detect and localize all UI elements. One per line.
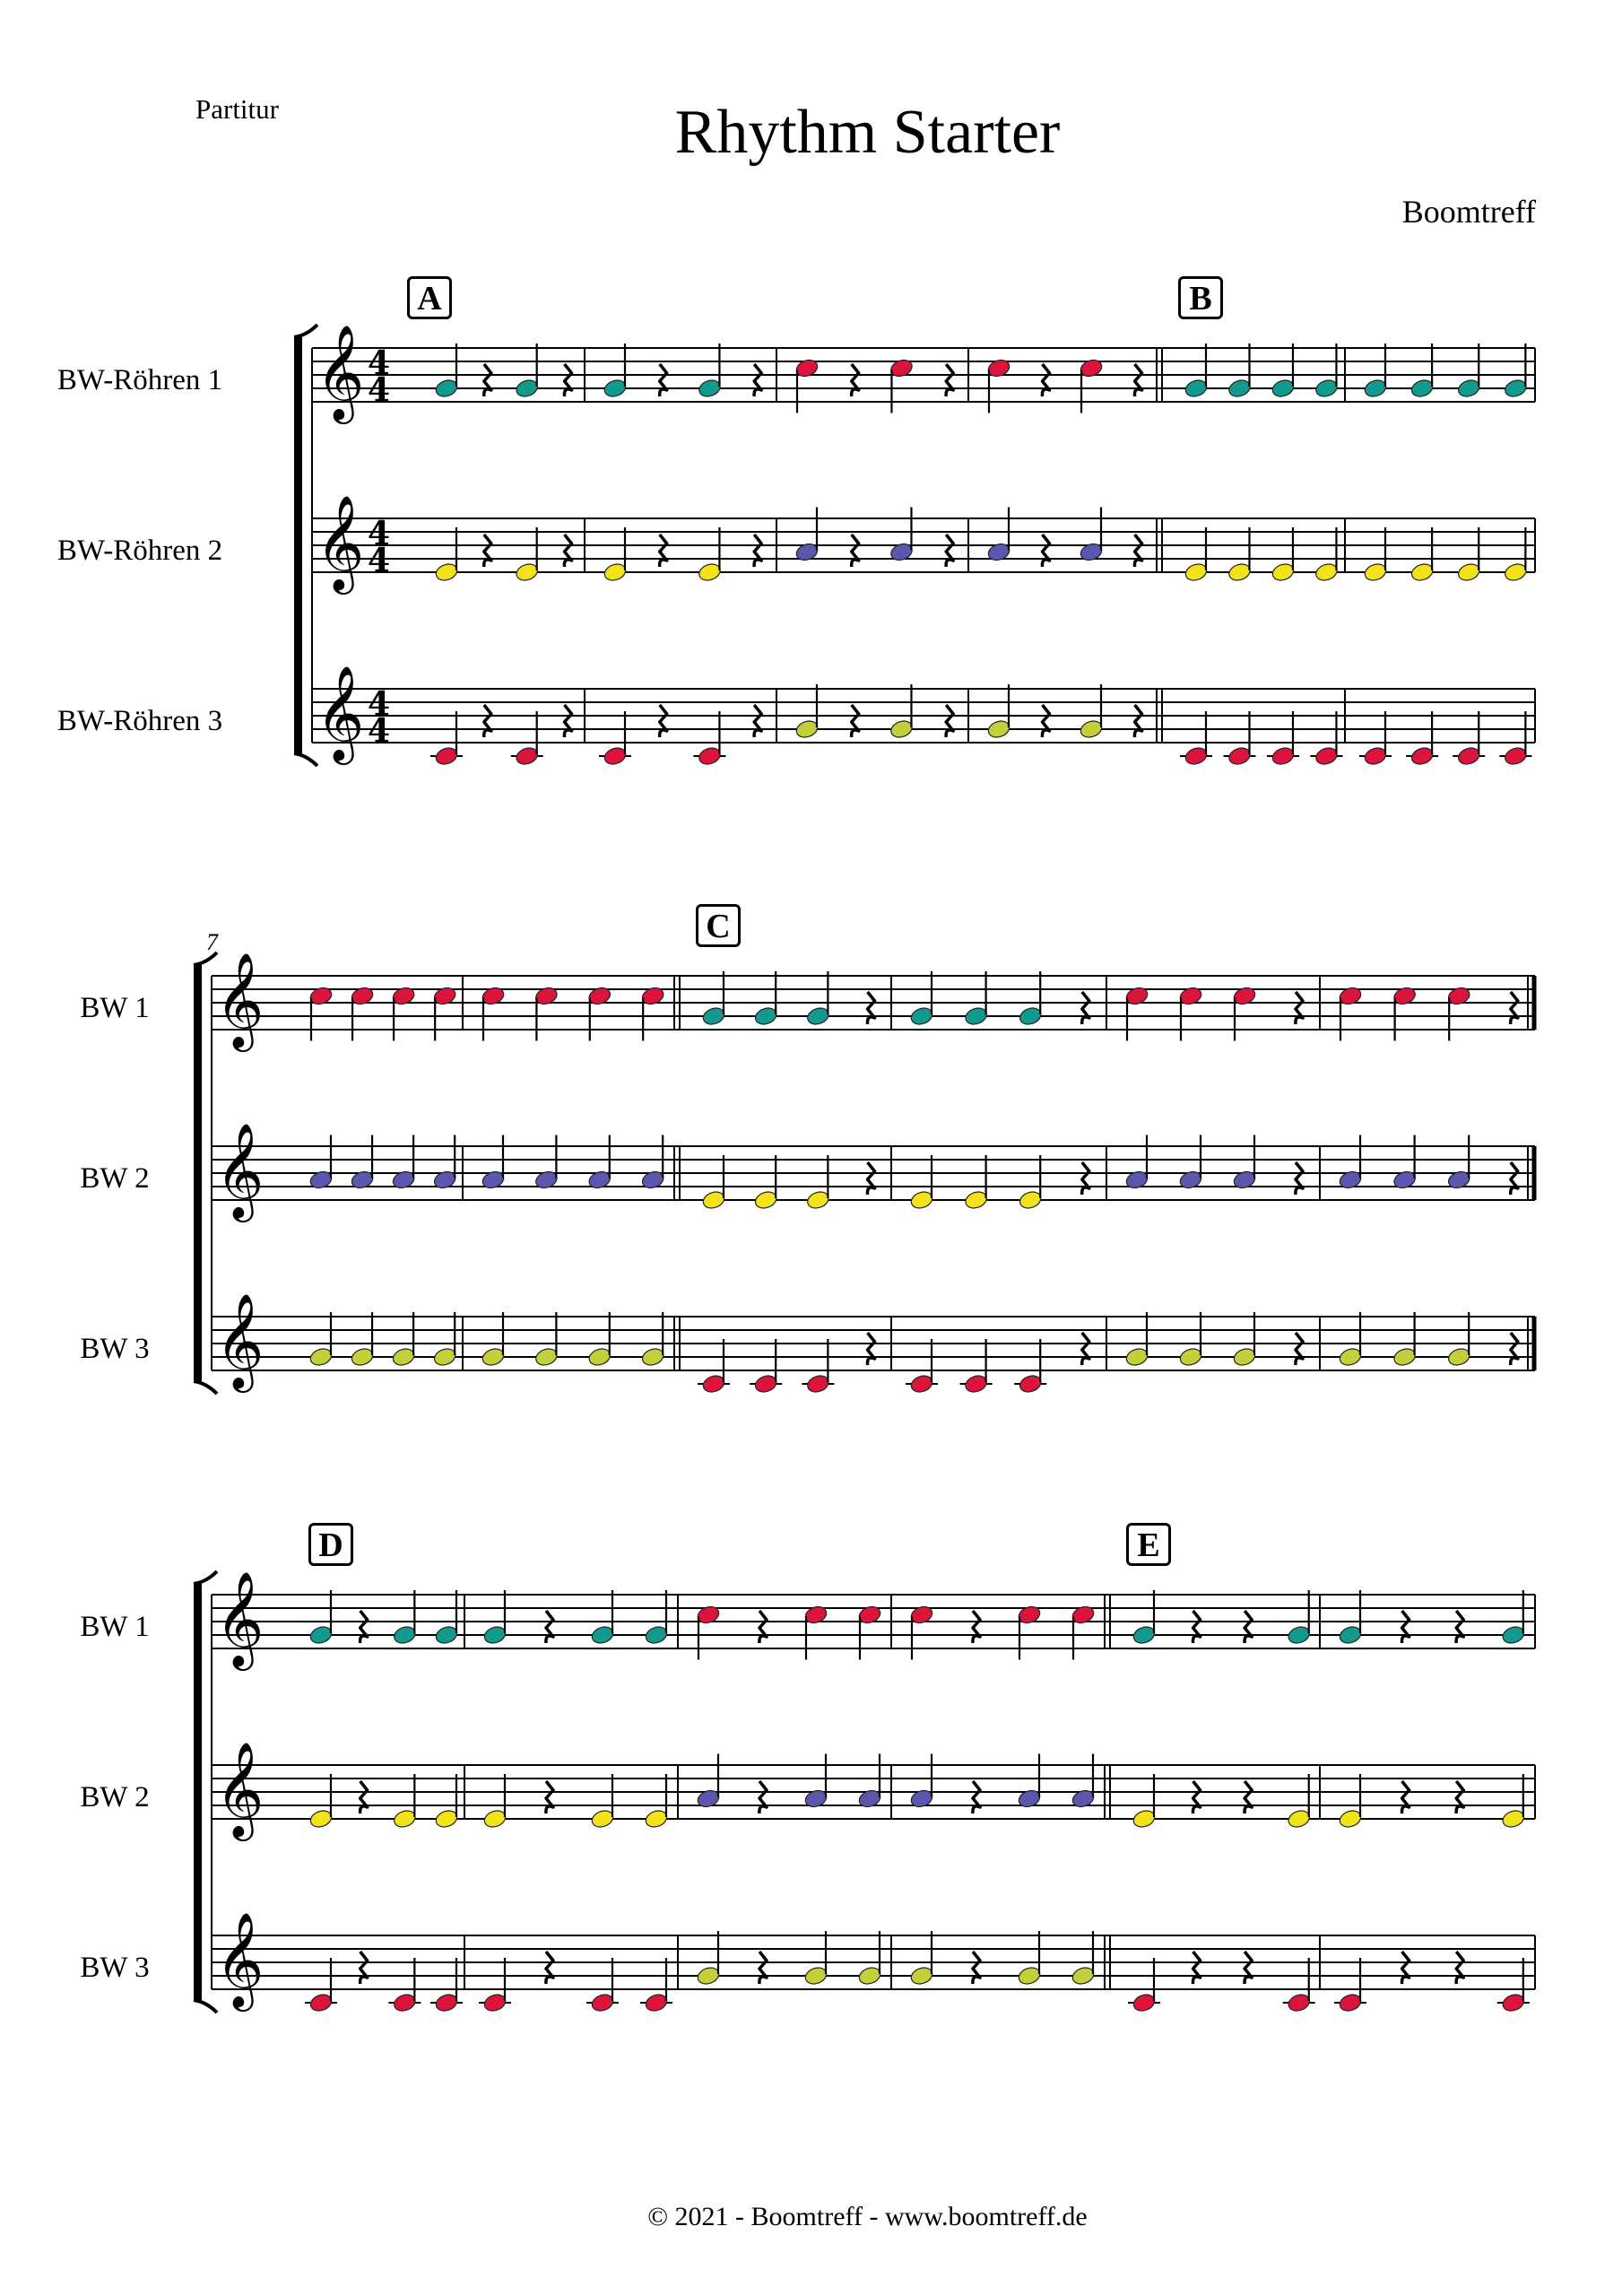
- quarter-rest: [852, 535, 859, 567]
- quarter-rest: [564, 705, 571, 737]
- quarter-rest: [660, 535, 667, 567]
- instrument-name: BW 1: [80, 1611, 150, 1643]
- quarter-rest: [946, 364, 953, 396]
- quarter-rest: [360, 1952, 368, 1984]
- instrument-name: BW-Röhren 1: [56, 364, 223, 396]
- quarter-rest: [484, 364, 491, 396]
- quarter-rest: [852, 705, 859, 737]
- treble-clef-icon: 𝄞: [215, 1911, 265, 2007]
- quarter-rest: [946, 535, 953, 567]
- page-label: Partitur: [195, 93, 279, 125]
- quarter-rest: [973, 1781, 980, 1813]
- quarter-rest: [546, 1952, 553, 1984]
- quarter-rest: [1402, 1611, 1409, 1643]
- quarter-rest: [754, 705, 761, 737]
- bracket-hook-bottom: [294, 753, 317, 766]
- quarter-rest: [973, 1611, 980, 1643]
- quarter-rest: [1456, 1781, 1463, 1813]
- quarter-rest: [1402, 1952, 1409, 1984]
- rehearsal-mark: B: [1178, 276, 1223, 319]
- instrument-name: BW 3: [80, 1333, 150, 1365]
- treble-clef-icon: 𝄞: [215, 1122, 265, 1218]
- time-signature-top: 4: [368, 685, 391, 723]
- treble-clef-icon: 𝄞: [316, 494, 365, 590]
- quarter-rest: [1134, 705, 1141, 737]
- bracket-hook-top: [294, 325, 317, 337]
- quarter-rest: [946, 705, 953, 737]
- quarter-rest: [1245, 1611, 1252, 1643]
- treble-clef-icon: 𝄞: [316, 324, 365, 420]
- quarter-rest: [360, 1781, 368, 1813]
- quarter-rest: [867, 1162, 874, 1195]
- quarter-rest: [754, 535, 761, 567]
- time-signature-bottom: 4: [368, 712, 391, 750]
- treble-clef-icon: 𝄞: [215, 952, 265, 1048]
- quarter-rest: [852, 364, 859, 396]
- quarter-rest: [1511, 1162, 1518, 1195]
- quarter-rest: [484, 705, 491, 737]
- rehearsal-mark: D: [308, 1523, 353, 1566]
- page-title: Rhythm Starter: [674, 98, 1061, 167]
- quarter-rest: [759, 1781, 767, 1813]
- system-2: [194, 952, 1535, 1395]
- quarter-rest: [1456, 1952, 1463, 1984]
- quarter-rest: [1296, 992, 1303, 1024]
- instrument-name: BW 2: [80, 1781, 150, 1813]
- measure-number: 7: [206, 929, 218, 955]
- quarter-rest: [1082, 992, 1089, 1024]
- quarter-rest: [1296, 1162, 1303, 1195]
- bracket-hook-bottom: [194, 1381, 217, 1394]
- quarter-rest: [660, 364, 667, 396]
- time-signature-bottom: 4: [368, 542, 391, 579]
- system-bracket: [294, 337, 302, 753]
- quarter-rest: [1296, 1333, 1303, 1365]
- rehearsal-mark: C: [696, 904, 741, 947]
- quarter-rest: [759, 1952, 767, 1984]
- quarter-rest: [484, 535, 491, 567]
- quarter-rest: [973, 1952, 980, 1984]
- rehearsal-mark: E: [1126, 1523, 1171, 1566]
- quarter-rest: [1193, 1952, 1200, 1984]
- quarter-rest: [546, 1611, 553, 1643]
- rehearsal-mark: A: [407, 276, 452, 319]
- quarter-rest: [1402, 1781, 1409, 1813]
- instrument-name: BW-Röhren 3: [56, 705, 223, 737]
- quarter-rest: [759, 1611, 767, 1643]
- quarter-rest: [1193, 1611, 1200, 1643]
- quarter-rest: [1082, 1162, 1089, 1195]
- quarter-rest: [867, 992, 874, 1024]
- system-1: [294, 324, 1535, 767]
- quarter-rest: [1134, 535, 1141, 567]
- treble-clef-icon: 𝄞: [215, 1570, 265, 1666]
- composer-name: Boomtreff: [1401, 194, 1536, 230]
- copyright-footer: © 2021 - Boomtreff - www.boomtreff.de: [647, 2202, 1088, 2231]
- quarter-rest: [1082, 1333, 1089, 1365]
- quarter-rest: [1193, 1781, 1200, 1813]
- time-signature-top: 4: [368, 344, 391, 382]
- quarter-rest: [1042, 364, 1049, 396]
- quarter-rest: [1042, 535, 1049, 567]
- bracket-hook-bottom: [194, 2000, 217, 2013]
- quarter-rest: [1511, 992, 1518, 1024]
- quarter-rest: [754, 364, 761, 396]
- quarter-rest: [360, 1611, 368, 1643]
- quarter-rest: [1245, 1781, 1252, 1813]
- treble-clef-icon: 𝄞: [215, 1292, 265, 1388]
- instrument-name: BW-Röhren 2: [56, 535, 223, 567]
- time-signature-bottom: 4: [368, 371, 391, 409]
- quarter-rest: [1134, 364, 1141, 396]
- quarter-rest: [1456, 1611, 1463, 1643]
- bracket-hook-top: [194, 1571, 217, 1584]
- quarter-rest: [564, 364, 571, 396]
- treble-clef-icon: 𝄞: [316, 665, 365, 761]
- quarter-rest: [1042, 705, 1049, 737]
- treble-clef-icon: 𝄞: [215, 1741, 265, 1837]
- quarter-rest: [564, 535, 571, 567]
- system-3: [194, 1570, 1535, 2013]
- quarter-rest: [546, 1781, 553, 1813]
- time-signature-top: 4: [368, 515, 391, 552]
- instrument-name: BW 3: [80, 1952, 150, 1984]
- quarter-rest: [1245, 1952, 1252, 1984]
- instrument-name: BW 2: [80, 1162, 150, 1195]
- quarter-rest: [867, 1333, 874, 1365]
- quarter-rest: [1511, 1333, 1518, 1365]
- quarter-rest: [660, 705, 667, 737]
- instrument-name: BW 1: [80, 992, 150, 1024]
